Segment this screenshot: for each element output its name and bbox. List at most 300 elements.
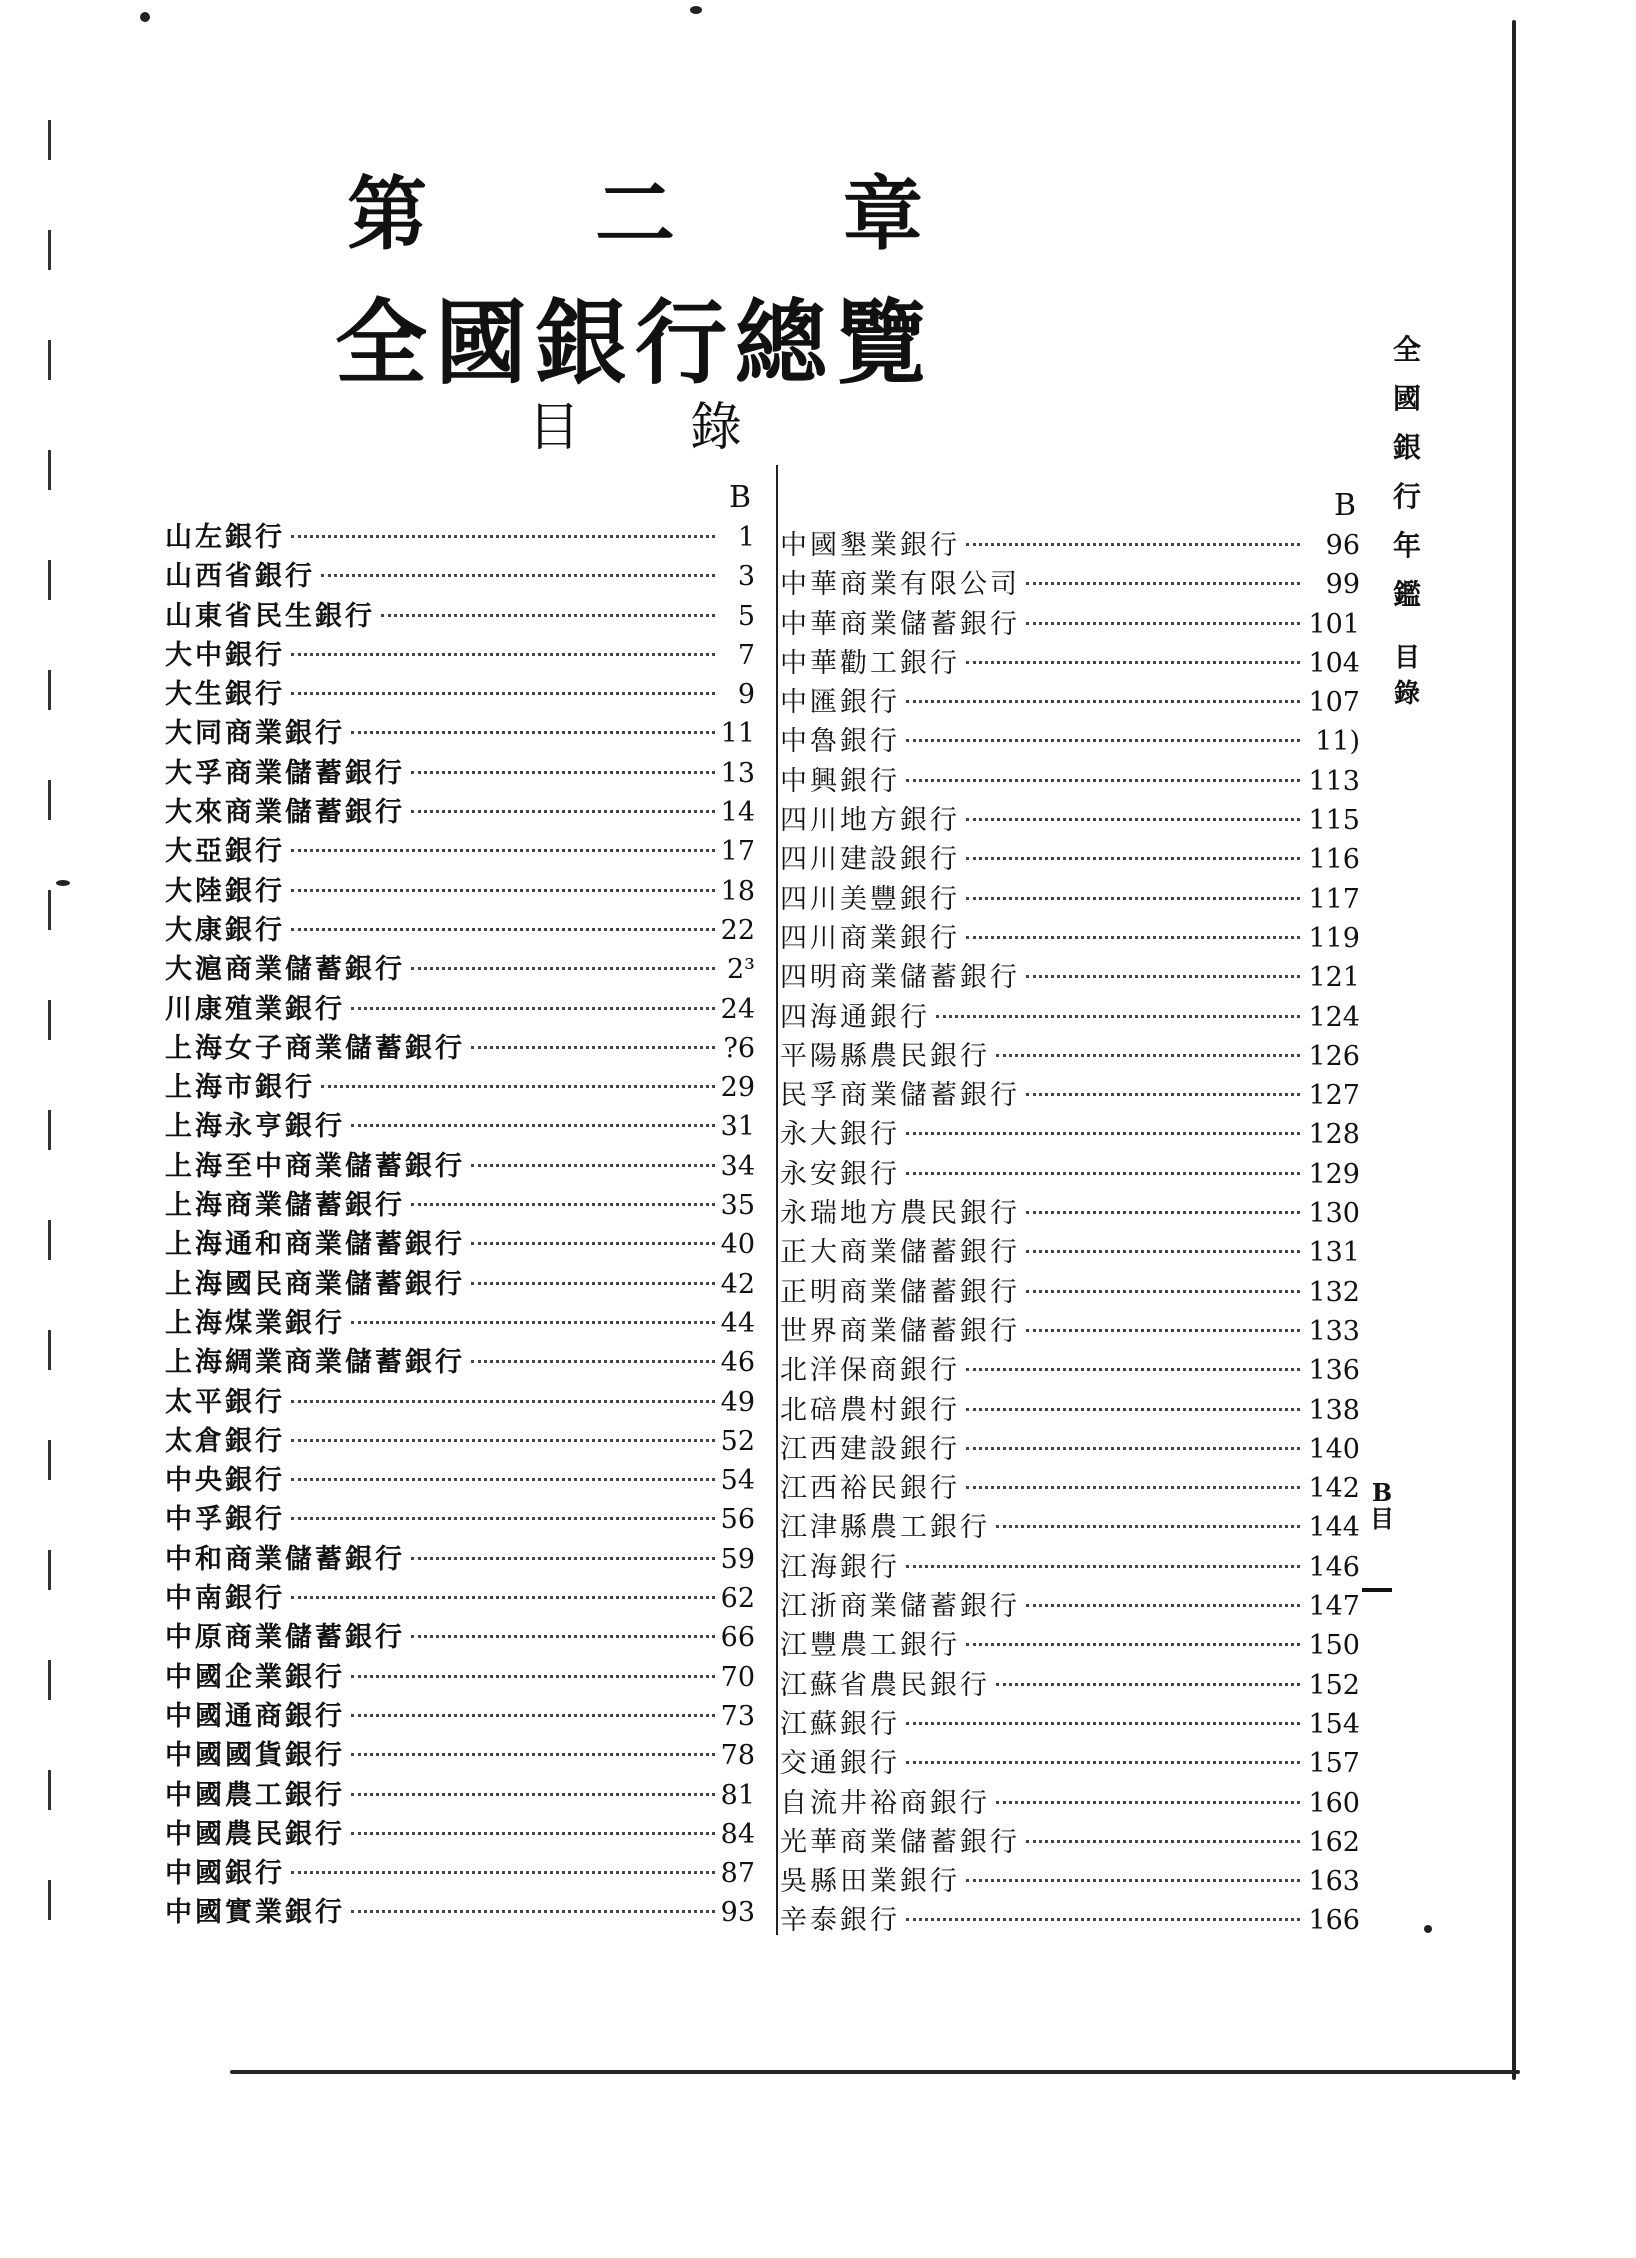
toc-entry-name: 中華商業儲蓄銀行 — [780, 608, 1020, 640]
toc-entry-page: 46 — [720, 1347, 755, 1379]
toc-entry — [780, 1508, 1360, 1547]
dot-leader — [291, 692, 715, 695]
toc-entry-page: 93 — [720, 1897, 755, 1929]
toc-entry-name: 上海煤業銀行 — [165, 1307, 345, 1339]
toc-entry-page: 157 — [1308, 1748, 1360, 1780]
dot-leader — [411, 771, 715, 774]
toc-entry-name: 中華商業有限公司 — [780, 569, 1020, 601]
toc-entry-name: 上海永亨銀行 — [165, 1111, 345, 1143]
toc-entry-name: 世界商業儲蓄銀行 — [780, 1315, 1020, 1347]
dot-leader — [906, 739, 1300, 742]
dot-leader — [966, 1368, 1300, 1371]
toc-entry-page: 144 — [1308, 1512, 1360, 1544]
toc-entry — [780, 1548, 1360, 1587]
side-subtitle-char: 錄 — [1393, 679, 1420, 709]
toc-entry-page: 1 — [737, 522, 755, 553]
dot-leader — [996, 1054, 1300, 1057]
toc-entry-page: 104 — [1308, 647, 1360, 679]
toc-entry-name: 上海商業儲蓄銀行 — [165, 1190, 405, 1222]
toc-entry — [780, 1784, 1360, 1823]
toc-entry — [165, 1461, 755, 1500]
toc-entry-page: 116 — [1308, 844, 1360, 876]
toc-entry-page: 2³ — [726, 954, 755, 986]
toc-entry — [780, 1312, 1360, 1351]
toc-entry-page: 11 — [720, 718, 755, 750]
toc-entry — [165, 1540, 755, 1579]
dot-leader — [1026, 1093, 1300, 1096]
toc-entry — [780, 1233, 1360, 1272]
toc-entry — [165, 1776, 755, 1815]
toc-entry-page: 87 — [720, 1858, 755, 1890]
toc-entry-page: 44 — [720, 1307, 755, 1339]
toc-entry-name: 正明商業儲蓄銀行 — [780, 1276, 1020, 1308]
toc-entry — [780, 1901, 1360, 1940]
dot-leader — [411, 1557, 715, 1560]
toc-entry — [780, 526, 1360, 565]
toc-entry — [780, 1666, 1360, 1705]
dot-leader — [291, 889, 715, 892]
dot-leader — [291, 1439, 715, 1442]
toc-entry-name: 中國墾業銀行 — [780, 530, 960, 561]
toc-entry-name: 北碚農村銀行 — [780, 1394, 960, 1426]
toc-entry-name: 大生銀行 — [165, 679, 285, 711]
dot-leader — [471, 1164, 715, 1167]
toc-entry-page: 132 — [1308, 1276, 1360, 1308]
toc-entry — [165, 1422, 755, 1461]
toc-entry-page: 9 — [737, 679, 755, 711]
toc-entry-page: 62 — [720, 1583, 755, 1615]
toc-entry-page: 24 — [720, 993, 755, 1025]
dot-leader — [966, 936, 1300, 939]
toc-entry — [165, 950, 755, 989]
toc-entry-page: 13 — [720, 757, 755, 789]
toc-entry-page: 129 — [1308, 1158, 1360, 1190]
toc-entry-name: 中國實業銀行 — [165, 1897, 345, 1929]
dot-leader — [1026, 1329, 1300, 1332]
side-title-char: 鑑 — [1392, 578, 1421, 611]
toc-entry — [780, 1862, 1360, 1901]
toc-entry-name: 中國企業銀行 — [165, 1661, 345, 1693]
ink-speck — [1424, 1925, 1432, 1933]
dot-leader — [906, 1565, 1300, 1568]
toc-entry — [780, 722, 1360, 761]
dot-leader — [966, 818, 1300, 821]
toc-entry — [165, 1618, 755, 1657]
toc-left-column — [165, 478, 755, 1933]
side-subtitle-char: 目 — [1393, 643, 1420, 673]
toc-entry — [780, 1705, 1360, 1744]
toc-entry-page: 81 — [720, 1779, 755, 1811]
toc-entry-name: 吳縣田業銀行 — [780, 1866, 960, 1898]
toc-entry-name: 太倉銀行 — [165, 1425, 285, 1457]
side-title-char: 年 — [1392, 529, 1421, 562]
dot-leader — [411, 967, 715, 970]
toc-entry-page: 52 — [720, 1425, 755, 1457]
toc-entry-name: 上海綢業商業儲蓄銀行 — [165, 1347, 465, 1379]
dot-leader — [351, 1832, 715, 1835]
toc-entry-name: 四明商業儲蓄銀行 — [780, 962, 1020, 994]
toc-entry — [165, 1383, 755, 1422]
toc-entry — [780, 919, 1360, 958]
toc-entry — [165, 1107, 755, 1146]
toc-entry — [165, 1736, 755, 1775]
toc-entry — [780, 1391, 1360, 1430]
toc-entry-page: 22 — [720, 914, 755, 946]
toc-entry-name: 中華勸工銀行 — [780, 647, 960, 679]
toc-entry-name: 四海通銀行 — [780, 1001, 930, 1033]
toc-entry-page: 126 — [1308, 1040, 1360, 1072]
toc-entry — [165, 1147, 755, 1186]
page-edge-bottom — [230, 2070, 1520, 2074]
toc-entry — [780, 762, 1360, 801]
toc-entry-page: 121 — [1308, 962, 1360, 994]
toc-entry — [165, 911, 755, 950]
toc-entry — [780, 1037, 1360, 1076]
toc-entry-name: 江西建設銀行 — [780, 1433, 960, 1465]
dot-leader — [351, 1321, 715, 1324]
dot-leader — [996, 1525, 1300, 1528]
toc-entry-page: 49 — [720, 1386, 755, 1418]
toc-entry-name: 永大銀行 — [780, 1119, 900, 1151]
toc-entry-page: 128 — [1308, 1119, 1360, 1151]
side-running-subtitle — [1385, 640, 1429, 712]
side-mark-char: B — [1371, 1478, 1393, 1507]
toc-right-entries — [780, 526, 1360, 1941]
dot-leader — [291, 849, 715, 852]
toc-entry — [780, 565, 1360, 604]
ink-speck — [690, 6, 702, 14]
page-column-header: B — [728, 480, 751, 515]
toc-entry-page: 127 — [1308, 1080, 1360, 1112]
toc-entry-page: 7 — [737, 639, 755, 671]
side-title-char: 行 — [1392, 480, 1421, 513]
dot-leader — [291, 1400, 715, 1403]
toc-entry — [165, 597, 755, 636]
toc-entry-page: 152 — [1308, 1669, 1360, 1701]
page-edge-right — [1512, 20, 1516, 2080]
toc-left-entries — [165, 518, 755, 1933]
dot-leader — [291, 653, 715, 656]
toc-entry-name: 江豐農工銀行 — [780, 1630, 960, 1662]
toc-entry-name: 中和商業儲蓄銀行 — [165, 1543, 405, 1575]
toc-entry — [780, 880, 1360, 919]
toc-entry-name: 永安銀行 — [780, 1158, 900, 1190]
dot-leader — [291, 1871, 715, 1874]
toc-entry — [780, 1155, 1360, 1194]
toc-entry — [165, 1658, 755, 1697]
toc-entry-page: 133 — [1308, 1315, 1360, 1347]
toc-entry — [165, 832, 755, 871]
dot-leader — [966, 1879, 1300, 1882]
dot-leader — [291, 1478, 715, 1481]
toc-entry-name: 四川地方銀行 — [780, 805, 960, 837]
dot-leader — [411, 1635, 715, 1638]
toc-entry-name: 上海市銀行 — [165, 1072, 315, 1104]
toc-entry-page: 131 — [1308, 1237, 1360, 1269]
toc-entry-name: 上海至中商業儲蓄銀行 — [165, 1150, 465, 1182]
toc-entry-page: 3 — [737, 561, 755, 593]
toc-entry-name: 辛泰銀行 — [780, 1905, 900, 1937]
toc-entry — [780, 1115, 1360, 1154]
toc-entry-name: 江西裕民銀行 — [780, 1473, 960, 1505]
side-title-char: 國 — [1392, 382, 1421, 415]
toc-entry-name: 中原商業儲蓄銀行 — [165, 1622, 405, 1654]
toc-entry-page: 29 — [720, 1072, 755, 1104]
dot-leader — [966, 543, 1300, 546]
side-section-mark — [1362, 1480, 1402, 1532]
toc-entry-name: 大滬商業儲蓄銀行 — [165, 954, 405, 986]
toc-entry-page: 99 — [1325, 569, 1360, 601]
toc-entry-name: 自流井裕商銀行 — [780, 1787, 990, 1819]
toc-entry-page: 34 — [720, 1150, 755, 1182]
dot-leader — [351, 1910, 715, 1913]
toc-entry — [165, 1068, 755, 1107]
toc-entry-page: 5 — [737, 600, 755, 632]
dot-leader — [411, 810, 715, 813]
toc-entry-page: 96 — [1325, 530, 1360, 561]
toc-entry-page: 78 — [720, 1740, 755, 1772]
ink-speck — [140, 12, 150, 22]
toc-entry-name: 中匯銀行 — [780, 687, 900, 719]
toc-entry-name: 上海通和商業儲蓄銀行 — [165, 1229, 465, 1261]
toc-entry — [780, 1823, 1360, 1862]
dot-leader — [1026, 975, 1300, 978]
toc-entry — [780, 1273, 1360, 1312]
dot-leader — [996, 1683, 1300, 1686]
toc-entry-name: 中央銀行 — [165, 1465, 285, 1497]
side-mark-char: 目 — [1370, 1504, 1394, 1533]
toc-entry-page: 54 — [720, 1465, 755, 1497]
column-divider — [776, 465, 778, 1935]
dot-leader — [291, 1596, 715, 1599]
toc-entry — [165, 675, 755, 714]
dot-leader — [1026, 1250, 1300, 1253]
dot-leader — [1026, 1840, 1300, 1843]
toc-entry-page: 56 — [720, 1504, 755, 1536]
toc-entry-name: 江津縣農工銀行 — [780, 1512, 990, 1544]
toc-entry — [780, 683, 1360, 722]
toc-entry — [165, 1225, 755, 1264]
dot-leader — [906, 779, 1300, 782]
toc-entry — [780, 1076, 1360, 1115]
toc-entry — [165, 1893, 755, 1932]
toc-entry — [780, 1351, 1360, 1390]
toc-entry-name: 山東省民生銀行 — [165, 600, 375, 632]
toc-entry-name: 大亞銀行 — [165, 836, 285, 868]
toc-entry-page: 117 — [1308, 883, 1360, 915]
toc-entry-name: 江浙商業儲蓄銀行 — [780, 1591, 1020, 1623]
dot-leader — [1026, 1604, 1300, 1607]
dot-leader — [1026, 582, 1300, 585]
toc-entry-page: 42 — [720, 1268, 755, 1300]
toc-entry-name: 正大商業儲蓄銀行 — [780, 1237, 1020, 1269]
dot-leader — [321, 1085, 715, 1088]
toc-entry — [165, 1815, 755, 1854]
dot-leader — [411, 1203, 715, 1206]
toc-entry-name: 中國通商銀行 — [165, 1700, 345, 1732]
dot-leader — [906, 1722, 1300, 1725]
toc-entry — [780, 1587, 1360, 1626]
dot-leader — [966, 897, 1300, 900]
toc-entry — [165, 636, 755, 675]
toc-entry-name: 大中銀行 — [165, 639, 285, 671]
toc-entry — [165, 1500, 755, 1539]
dot-leader — [966, 1447, 1300, 1450]
toc-entry — [780, 1194, 1360, 1233]
toc-entry-name: 中國農工銀行 — [165, 1779, 345, 1811]
dot-leader — [471, 1282, 715, 1285]
toc-entry-name: 上海女子商業儲蓄銀行 — [165, 1032, 465, 1064]
toc-entry — [165, 518, 755, 557]
toc-entry-page: 73 — [720, 1700, 755, 1732]
toc-entry — [165, 714, 755, 753]
toc-entry-name: 山西省銀行 — [165, 561, 315, 593]
toc-entry — [780, 801, 1360, 840]
toc-entry-page: 35 — [720, 1190, 755, 1222]
toc-entry-page: 147 — [1308, 1591, 1360, 1623]
toc-entry-page: 66 — [720, 1622, 755, 1654]
toc-entry-page: 154 — [1308, 1708, 1360, 1740]
dot-leader — [966, 1486, 1300, 1489]
toc-entry — [780, 1626, 1360, 1665]
toc-right-column — [780, 478, 1360, 1941]
toc-entry-page: 70 — [720, 1661, 755, 1693]
toc-entry — [165, 990, 755, 1029]
dot-leader — [351, 1753, 715, 1756]
toc-entry — [165, 1029, 755, 1068]
toc-entry-page: 140 — [1308, 1433, 1360, 1465]
toc-entry-name: 大同商業銀行 — [165, 718, 345, 750]
toc-entry-page: 138 — [1308, 1394, 1360, 1426]
toc-entry — [780, 958, 1360, 997]
toc-entry-name: 中興銀行 — [780, 765, 900, 797]
side-dash — [1362, 1588, 1392, 1592]
toc-entry-name: 光華商業儲蓄銀行 — [780, 1826, 1020, 1858]
chapter-heading: 第 二 章 — [347, 167, 993, 261]
toc-entry-page: 11) — [1315, 726, 1360, 758]
dot-leader — [351, 1793, 715, 1796]
toc-entry-name: 太平銀行 — [165, 1386, 285, 1418]
dot-leader — [906, 1132, 1300, 1135]
toc-entry-name: 中國銀行 — [165, 1858, 285, 1890]
toc-entry-page: 124 — [1308, 1001, 1360, 1033]
dot-leader — [291, 928, 715, 931]
toc-entry-name: 川康殖業銀行 — [165, 993, 345, 1025]
toc-entry-page: 31 — [720, 1111, 755, 1143]
dot-leader — [351, 1675, 715, 1678]
toc-entry-page: 150 — [1308, 1630, 1360, 1662]
dot-leader — [1026, 1211, 1300, 1214]
toc-entry-page: ?6 — [723, 1032, 755, 1064]
toc-entry — [165, 1854, 755, 1893]
dot-leader — [936, 1015, 1300, 1018]
toc-entry-page: 101 — [1308, 608, 1360, 640]
toc-entry — [165, 1697, 755, 1736]
dot-leader — [351, 731, 715, 734]
toc-entry — [165, 1579, 755, 1618]
toc-entry-name: 山左銀行 — [165, 522, 285, 553]
dot-leader — [906, 1918, 1300, 1921]
toc-entry-name: 四川建設銀行 — [780, 844, 960, 876]
toc-entry-name: 中國國貨銀行 — [165, 1740, 345, 1772]
toc-entry-page: 162 — [1308, 1826, 1360, 1858]
toc-entry-name: 江海銀行 — [780, 1551, 900, 1583]
toc-entry — [165, 793, 755, 832]
toc-entry — [780, 644, 1360, 683]
toc-entry — [780, 1430, 1360, 1469]
toc-entry-page: 136 — [1308, 1355, 1360, 1387]
dot-leader — [351, 1714, 715, 1717]
toc-entry-name: 大康銀行 — [165, 914, 285, 946]
toc-entry-name: 大來商業儲蓄銀行 — [165, 797, 405, 829]
toc-entry-name: 民孚商業儲蓄銀行 — [780, 1080, 1020, 1112]
toc-entry-page: 160 — [1308, 1787, 1360, 1819]
toc-entry-name: 江蘇省農民銀行 — [780, 1669, 990, 1701]
toc-entry-name: 大陸銀行 — [165, 875, 285, 907]
toc-entry — [165, 1265, 755, 1304]
dot-leader — [906, 1172, 1300, 1175]
dot-leader — [471, 1242, 715, 1245]
toc-entry-name: 中國農民銀行 — [165, 1818, 345, 1850]
toc-entry-page: 107 — [1308, 687, 1360, 719]
toc-entry-name: 大孚商業儲蓄銀行 — [165, 757, 405, 789]
dot-leader — [471, 1046, 715, 1049]
toc-entry-name: 平陽縣農民銀行 — [780, 1040, 990, 1072]
dot-leader — [291, 535, 715, 538]
dot-leader — [1026, 622, 1300, 625]
toc-entry — [165, 1186, 755, 1225]
toc-entry — [780, 840, 1360, 879]
dot-leader — [966, 857, 1300, 860]
toc-entry — [165, 557, 755, 596]
toc-entry — [780, 1744, 1360, 1783]
side-title-char: 全 — [1392, 333, 1421, 366]
toc-entry — [780, 605, 1360, 644]
dot-leader — [966, 1408, 1300, 1411]
dot-leader — [471, 1360, 715, 1363]
page-title: 全國銀行總覽 — [334, 289, 935, 397]
toc-entry-page: 146 — [1308, 1551, 1360, 1583]
toc-entry-page: 113 — [1308, 765, 1360, 797]
toc-entry — [165, 872, 755, 911]
toc-entry — [780, 998, 1360, 1037]
dot-leader — [1026, 1290, 1300, 1293]
page-column-header: B — [1333, 488, 1356, 523]
toc-entry-name: 中孚銀行 — [165, 1504, 285, 1536]
toc-entry-name: 四川美豐銀行 — [780, 883, 960, 915]
dot-leader — [966, 661, 1300, 664]
toc-entry-page: 14 — [720, 797, 755, 829]
toc-entry-page: 142 — [1308, 1473, 1360, 1505]
toc-entry-page: 166 — [1308, 1905, 1360, 1937]
toc-entry-name: 上海國民商業儲蓄銀行 — [165, 1268, 465, 1300]
toc-entry-name: 永瑞地方農民銀行 — [780, 1198, 1020, 1230]
toc-entry-page: 130 — [1308, 1198, 1360, 1230]
toc-heading: 目錄 — [527, 398, 852, 458]
dot-leader — [351, 1124, 715, 1127]
dot-leader — [996, 1801, 1300, 1804]
toc-entry-page: 18 — [720, 875, 755, 907]
dot-leader — [351, 1007, 715, 1010]
toc-entry-name: 江蘇銀行 — [780, 1708, 900, 1740]
toc-entry-page: 59 — [720, 1543, 755, 1575]
dot-leader — [291, 1517, 715, 1520]
toc-entry-page: 17 — [720, 836, 755, 868]
toc-entry-page: 84 — [720, 1818, 755, 1850]
side-running-title — [1385, 325, 1429, 619]
toc-entry-name: 四川商業銀行 — [780, 922, 960, 954]
toc-entry-page: 163 — [1308, 1866, 1360, 1898]
